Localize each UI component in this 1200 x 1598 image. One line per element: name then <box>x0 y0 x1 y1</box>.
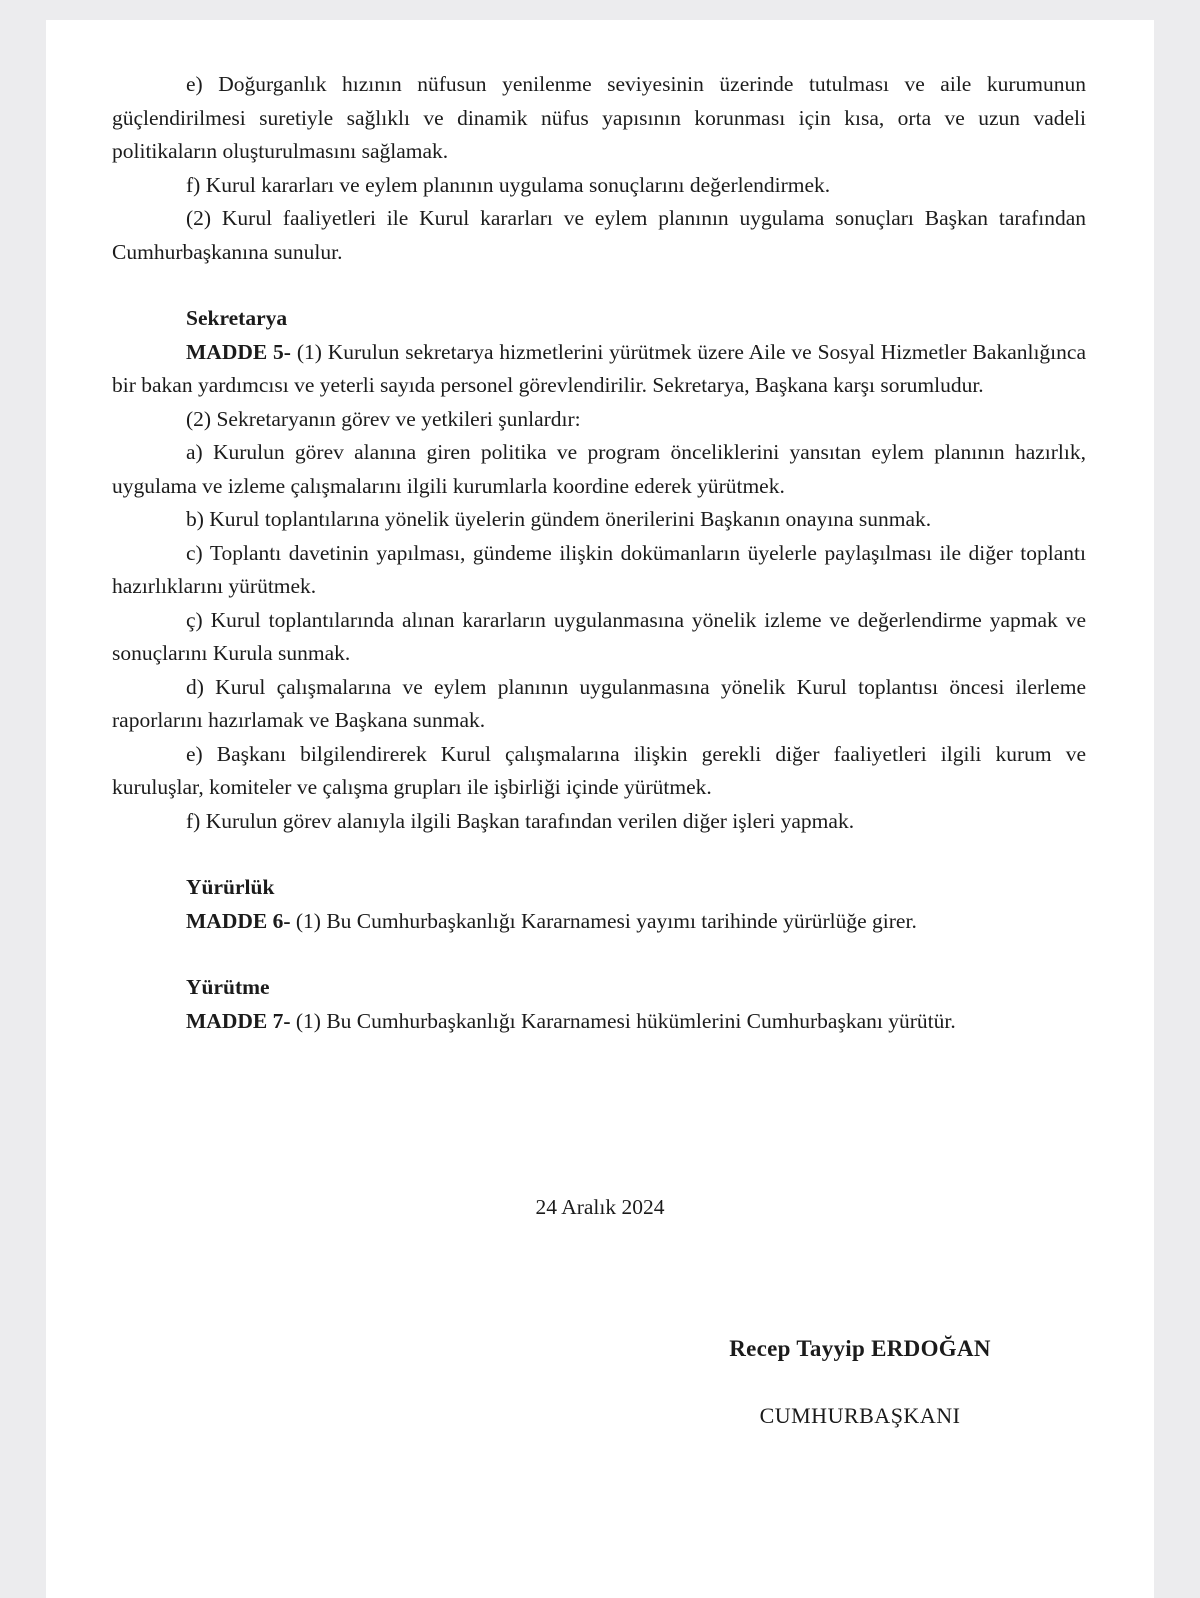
madde6-text: (1) Bu Cumhurbaşkanlığı Kararnamesi yayımı tarihinde yürürlüğe girer. <box>290 908 917 933</box>
madde5-item: e) Başkanı bilgilendirerek Kurul çalışmalarına ilişkin gerekli diğer faaliyetleri ilgili kurum ve kuruluşlar, komiteler ve çalışma grupları ile işbirliği içinde yürütmek. <box>112 741 1086 799</box>
clause-e-paragraph: e) Doğurganlık hızının nüfusun yenilenme seviyesinin üzerinde tutulması ve aile kurumunun güçlendirilmesi suretiyle sağlıklı ve dinamik nüfus yapısının korunması için kısa, orta ve uzun vadeli politikaların oluşturulmasını sağlamak. <box>112 72 1086 163</box>
document-body <box>112 68 1086 1038</box>
signer-name: Recep Tayyip ERDOĞAN <box>729 1336 991 1361</box>
spacer <box>112 269 1086 302</box>
madde7-text: (1) Bu Cumhurbaşkanlığı Kararnamesi hükümlerini Cumhurbaşkanı yürütür. <box>290 1008 956 1033</box>
madde5-item: b) Kurul toplantılarına yönelik üyelerin gündem önerilerini Başkanın onayına sunmak. <box>186 507 932 531</box>
spacer <box>112 838 1086 871</box>
spacer <box>112 938 1086 971</box>
madde7-label: MADDE 7- <box>186 1008 291 1033</box>
madde5-text: (1) Kurulun sekretarya hizmetlerini yürütmek üzere Aile ve Sosyal Hizmetler Bakanlığınca bir bakan yardımcısı ve yeterli sayıda personel görevlendirilir. Sekretarya, Başkana karşı sorumludur. <box>112 339 1086 397</box>
madde5-item: d) Kurul çalışmalarına ve eylem planının uygulanmasına yönelik Kurul toplantısı öncesi ilerleme raporlarını hazırlamak ve Başkana sunmak. <box>112 674 1086 732</box>
clause-2-paragraph: (2) Kurul faaliyetleri ile Kurul kararları ve eylem planının uygulama sonuçları Başkan tarafından Cumhurbaşkanına sunulur. <box>112 206 1086 264</box>
madde5-item: f) Kurulun görev alanıyla ilgili Başkan tarafından verilen diğer işleri yapmak. <box>186 808 855 833</box>
section-heading-sekretarya: Sekretarya <box>186 306 288 330</box>
document-page <box>46 20 1154 1598</box>
madde5-item: (2) Sekretaryanın görev ve yetkileri şunlardır: <box>186 406 581 431</box>
madde5-item: a) Kurulun görev alanına giren politika ve program önceliklerini yansıtan eylem planının hazırlık, uygulama ve izleme çalışmalarını ilgili kurumlarla koordine ederek yürütmek. <box>112 440 1086 498</box>
section-heading-yururluk: Yürürlük <box>186 875 275 899</box>
madde6-paragraph <box>112 905 1086 939</box>
document-date: 24 Aralık 2024 <box>535 1195 665 1219</box>
clause-f-paragraph: f) Kurul kararları ve eylem planının uygulama sonuçlarını değerlendirmek. <box>186 172 831 197</box>
signer-title: CUMHURBAŞKANI <box>759 1403 961 1428</box>
madde6-label: MADDE 6- <box>186 908 291 933</box>
madde7-paragraph <box>112 1005 1086 1039</box>
madde5-item: c) Toplantı davetinin yapılması, gündeme ilişkin dokümanların üyelerle paylaşılması ile diğer toplantı hazırlıklarını yürütmek. <box>112 540 1086 598</box>
madde5-label: MADDE 5- <box>186 339 291 364</box>
madde5-paragraph <box>112 336 1086 403</box>
madde5-item: ç) Kurul toplantılarında alınan kararların uygulanmasına yönelik izleme ve değerlendirme yapmak ve sonuçlarını Kurula sunmak. <box>112 607 1086 665</box>
section-heading-yurutme: Yürütme <box>186 975 270 999</box>
